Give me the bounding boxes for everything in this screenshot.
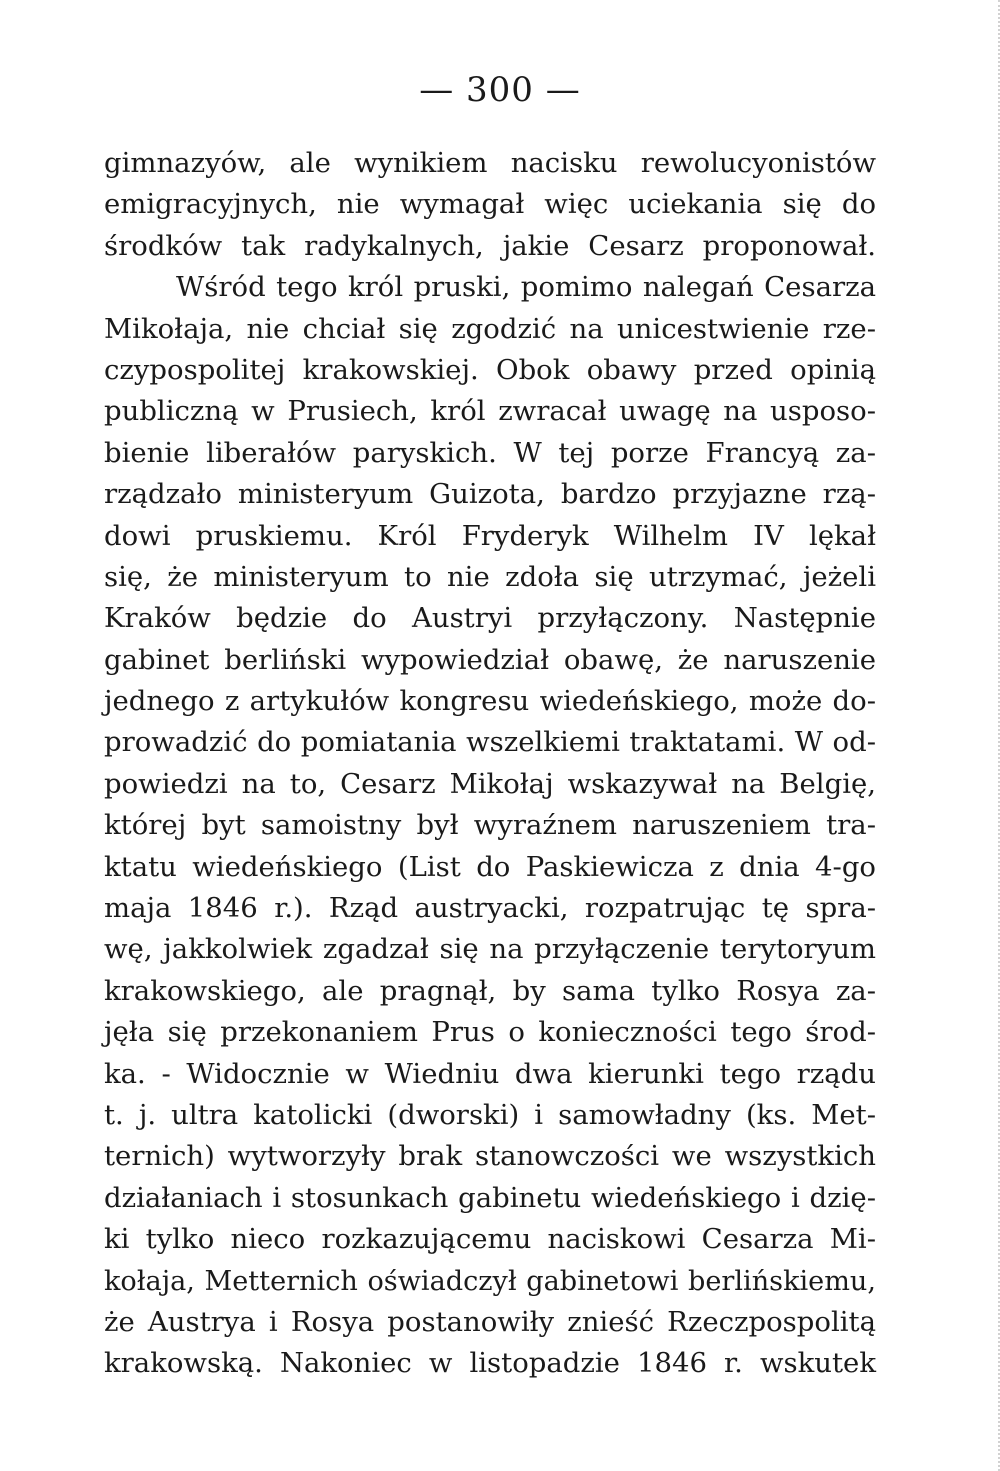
body-text	[104, 143, 876, 1385]
text-line: jednego z artykułów kongresu wiedeńskiego, może do-	[104, 685, 876, 718]
text-line: rządzało ministeryum Guizota, bardzo przyjazne rzą-	[104, 478, 876, 511]
text-line: gimnazyów, ale wynikiem nacisku rewolucyonistów	[104, 147, 876, 179]
text-line: ka. - Widocznie w Wiedniu dwa kierunki tego rządu	[104, 1057, 876, 1090]
text-line: wę, jakkolwiek zgadzał się na przyłączenie terytoryum	[104, 933, 876, 966]
text-line: że Austrya i Rosya postanowiły znieść Rzeczpospolitą	[104, 1305, 876, 1338]
text-line: której byt samoistny był wyraźnem naruszeniem tra-	[104, 809, 876, 842]
text-line: ktatu wiedeńskiego (List do Paskiewicza z dnia 4-go	[104, 850, 876, 883]
text-line-paragraph-start: Wśród tego król pruski, pomimo nalegań Cesarza	[176, 271, 876, 304]
text-line: się, że ministeryum to nie zdoła się utrzymać, jeżeli	[104, 560, 876, 593]
page-edge-scan-marks	[986, 0, 1000, 1471]
text-line: środków tak radykalnych, jakie Cesarz proponował.	[104, 229, 876, 262]
text-line: działaniach i stosunkach gabinetu wiedeńskiego i dzię-	[104, 1181, 876, 1214]
text-line: bienie liberałów paryskich. W tej porze Francyą za-	[104, 436, 876, 469]
text-line: maja 1846 r.). Rząd austryacki, rozpatrując tę spra-	[104, 892, 876, 925]
text-line: jęła się przekonaniem Prus o konieczności tego środ-	[104, 1016, 876, 1049]
text-line: publiczną w Prusiech, król zwracał uwagę na usposo-	[104, 395, 876, 428]
text-line: czypospolitej krakowskiej. Obok obawy przed opinią	[104, 353, 876, 386]
text-line: krakowskiego, ale pragnął, by sama tylko Rosya za-	[104, 974, 876, 1007]
text-line: kołaja, Metternich oświadczył gabinetowi berlińskiemu,	[104, 1265, 876, 1297]
text-line: emigracyjnych, nie wymagał więc uciekania się do	[104, 188, 876, 221]
text-line: ternich) wytworzyły brak stanowczości we wszystkich	[104, 1140, 876, 1173]
text-line: dowi pruskiemu. Król Fryderyk Wilhelm IV lękał	[104, 519, 876, 552]
text-line: gabinet berliński wypowiedział obawę, że naruszenie	[104, 643, 876, 676]
text-line: krakowską. Nakoniec w listopadzie 1846 r. wskutek	[104, 1347, 876, 1380]
text-line: prowadzić do pomiatania wszelkiemi traktatami. W od-	[104, 726, 876, 759]
text-line: Kraków będzie do Austryi przyłączony. Następnie	[104, 602, 876, 635]
text-line: Mikołaja, nie chciał się zgodzić na unicestwienie rze-	[104, 312, 876, 345]
text-line: ki tylko nieco rozkazującemu naciskowi Cesarza Mi-	[104, 1223, 876, 1256]
text-line: t. j. ultra katolicki (dworski) i samowładny (ks. Met-	[104, 1098, 876, 1131]
text-line: powiedzi na to, Cesarz Mikołaj wskazywał na Belgię,	[104, 767, 876, 800]
page-number: — 300 —	[419, 70, 581, 110]
